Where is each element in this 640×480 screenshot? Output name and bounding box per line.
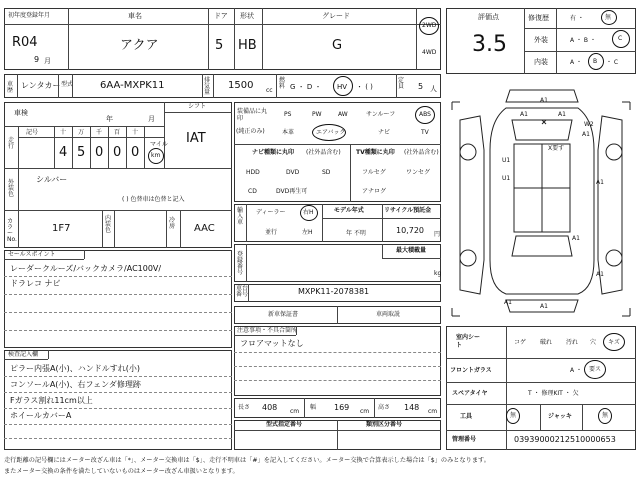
tv-fullseg: フルセグ bbox=[362, 169, 386, 176]
first-reg-year: R04 bbox=[12, 35, 38, 50]
capacity-value: 5 bbox=[418, 82, 424, 91]
mgmt-label: 管理番号 bbox=[452, 436, 477, 443]
notes-line-2: コンソールA(小)、右フェンダ修理跡 bbox=[10, 380, 141, 389]
glass-label: フロントガラス bbox=[450, 367, 492, 374]
color-value: シルバー bbox=[36, 175, 68, 184]
import-left: 左H bbox=[302, 229, 313, 236]
chassis-value: MXPK11-2078381 bbox=[298, 287, 370, 296]
sales-point-label: セールスポイント bbox=[8, 251, 56, 258]
diagram-mark-1: A1 bbox=[540, 97, 548, 104]
color-note: ( ) 色替車は色替と記入 bbox=[122, 196, 185, 203]
mileage-digit: 5 bbox=[77, 145, 86, 160]
max-load-label: 最大積載量 bbox=[396, 247, 427, 254]
sheet-item-3: 汚れ bbox=[566, 339, 579, 346]
equip-abs: ABS bbox=[419, 111, 431, 118]
sheet-item-1: コゲ bbox=[514, 339, 527, 346]
import-dealer: ディーラー bbox=[256, 209, 286, 216]
fuel-options: G ・ D ・ bbox=[290, 83, 322, 91]
glass-selected: 要ス bbox=[589, 366, 602, 373]
spare-options: T ・ 修理KIT ・ 欠 bbox=[528, 390, 579, 397]
car-name-label: 車名 bbox=[128, 12, 142, 20]
repair-selected: 無 bbox=[605, 14, 612, 21]
spare-label: スペアタイヤ bbox=[452, 390, 488, 397]
warranty-label: 新車保証書 bbox=[268, 311, 299, 318]
jack-value: 無 bbox=[602, 412, 609, 419]
repair-options: 有 ・ bbox=[570, 15, 584, 22]
shape-label: 形状 bbox=[240, 12, 254, 20]
grade-label: グレード bbox=[322, 12, 350, 20]
mileage-digit: 4 bbox=[59, 145, 68, 160]
diagram-mark-4: W2 bbox=[584, 121, 594, 128]
mile-label: マイル bbox=[150, 141, 168, 148]
score-value: 3.5 bbox=[472, 32, 507, 57]
mileage-label: 走行 bbox=[8, 137, 15, 150]
sales-point-line-1: レーダークルーズ/バックカメラ/AC100V/ bbox=[10, 264, 162, 273]
caution-label: 注意事項・不具合箇所 bbox=[237, 327, 298, 334]
shaken-year-label: 年 bbox=[106, 115, 113, 123]
equip-ps: PS bbox=[284, 111, 292, 118]
car-diagram bbox=[446, 80, 636, 324]
fuel-selected: HV bbox=[337, 83, 348, 91]
equip-aw: AW bbox=[338, 111, 348, 118]
repair-label: 修復歴 bbox=[528, 14, 549, 22]
type-label: 型式指定番号 bbox=[266, 421, 303, 428]
nav-hdd: HDD bbox=[246, 169, 260, 176]
import-label: 輸入車 bbox=[237, 207, 244, 226]
displacement-label: 排気量 bbox=[204, 77, 211, 96]
model-year-label: モデル年式 bbox=[334, 207, 364, 214]
mileage-digit-header: 百 bbox=[114, 129, 121, 136]
model-year-value: 年 不明 bbox=[346, 230, 366, 237]
model-label: 型式 bbox=[61, 81, 74, 88]
tools-label: 工具 bbox=[460, 413, 473, 420]
capacity-label: 定員 bbox=[398, 77, 405, 90]
diagram-mark-9: A1 bbox=[572, 235, 580, 242]
nav-sub: (社外品含む) bbox=[306, 149, 341, 156]
import-parallel: 並行 bbox=[265, 229, 278, 236]
width-value: 169 bbox=[334, 403, 350, 412]
shaken-month-label: 月 bbox=[148, 115, 155, 123]
interior-color-label: 内装色 bbox=[105, 215, 112, 234]
color-no-label: カラーNo. bbox=[7, 218, 17, 243]
recycle-label: リサイクル預託金 bbox=[384, 207, 432, 214]
chassis-label: 車台番号 bbox=[236, 285, 249, 298]
fuel-label: 燃料 bbox=[279, 77, 286, 90]
equip-pw: PW bbox=[312, 111, 322, 118]
caution-box bbox=[234, 326, 441, 396]
equipment-title: 装備品に丸印 bbox=[237, 108, 268, 122]
width-unit: cm bbox=[360, 408, 370, 415]
sheet-selected: キズ bbox=[608, 339, 620, 346]
interior-selected: B bbox=[593, 58, 598, 65]
tools-value: 無 bbox=[510, 412, 517, 419]
color-no-value: 1F7 bbox=[52, 223, 71, 234]
equip-tv: TV bbox=[421, 129, 429, 136]
height-unit: cm bbox=[428, 408, 438, 415]
recycle-unit: 円 bbox=[434, 231, 441, 238]
drive-2wd: 2WD bbox=[422, 22, 437, 29]
nav-dvd: DVD bbox=[286, 169, 300, 176]
sales-point-line-2: ドラレコ ナビ bbox=[10, 279, 61, 288]
mileage-note: 記号 bbox=[26, 129, 39, 136]
door-label: ドア bbox=[214, 12, 228, 20]
exterior-options: A ・ B ・ bbox=[570, 37, 596, 44]
shape-value: HB bbox=[238, 38, 257, 53]
mileage-digit-header: 十 bbox=[60, 129, 67, 136]
import-right: 右H bbox=[303, 209, 314, 216]
notes-label: 検査記入欄 bbox=[8, 351, 39, 358]
diagram-mark-12: A1 bbox=[540, 303, 548, 310]
equip-sunroof: サンルーフ bbox=[366, 111, 396, 118]
car-name-value: アクア bbox=[120, 38, 159, 53]
notes-line-4: ホイールカバーA bbox=[10, 411, 72, 420]
footer-line-2: またメーター交換の条件を満たしていないものはメーター改ざん車扱いとなります。 bbox=[4, 468, 239, 475]
height-value: 148 bbox=[404, 403, 420, 412]
ac-value: AAC bbox=[194, 223, 215, 234]
fuel-other: ・ ( ) bbox=[356, 83, 373, 91]
height-label: 高さ bbox=[378, 404, 391, 411]
month-unit: 月 bbox=[44, 57, 51, 65]
mileage-digit-header: 十 bbox=[132, 129, 139, 136]
shaken-label: 車検 bbox=[14, 109, 28, 117]
diagram-mark-3: A1 bbox=[558, 111, 566, 118]
displacement-unit: cc bbox=[266, 87, 273, 94]
equip-navi: ナビ bbox=[378, 129, 391, 136]
vehicle-value: レンタカー bbox=[21, 81, 61, 90]
length-unit: cm bbox=[290, 408, 300, 415]
notes-line-3: Fガラス割れ11cm以上 bbox=[10, 396, 93, 405]
model-value: 6AA-MXPK11 bbox=[100, 80, 165, 91]
caution-value: フロアマットなし bbox=[240, 339, 304, 348]
diagram-mark-6: A1 bbox=[582, 131, 590, 138]
reg-no-label: 登録番号 bbox=[237, 251, 244, 276]
color-label: 外装色 bbox=[8, 179, 15, 198]
nav-dvd-play: DVD再生可 bbox=[276, 188, 308, 195]
glass-options: A ・ bbox=[570, 367, 583, 374]
length-label: 長さ bbox=[238, 404, 251, 411]
notes-line-1: ピラー内張A(小)、ハンドルすれ(小) bbox=[10, 364, 140, 373]
mileage-digit: 0 bbox=[131, 145, 140, 160]
tv-analog: アナログ bbox=[362, 188, 387, 195]
vehicle-label: 車歴 bbox=[7, 81, 14, 94]
mileage-digit-header: 千 bbox=[96, 129, 103, 136]
diagram-mark-13: A1 bbox=[596, 271, 604, 278]
doors-value: 5 bbox=[215, 38, 224, 53]
ac-label: 冷房 bbox=[169, 217, 176, 230]
exterior-selected: C bbox=[618, 35, 623, 42]
first-reg-month: 9 bbox=[34, 55, 40, 64]
interior-sheet-label: 室内シート bbox=[456, 334, 481, 350]
shift-label: シフト bbox=[188, 103, 207, 110]
sheet-item-2: 破れ bbox=[540, 339, 553, 346]
category-label: 類別区分番号 bbox=[366, 421, 403, 428]
grade-value: G bbox=[332, 38, 343, 53]
capacity-unit: 人 bbox=[430, 85, 437, 93]
diagram-mark-5: X要す bbox=[548, 145, 565, 152]
drive-4wd: 4WD bbox=[422, 49, 437, 56]
width-label: 幅 bbox=[310, 404, 317, 411]
recycle-value: 10,720 bbox=[396, 226, 424, 235]
mgmt-value: 03939000212510000653 bbox=[514, 435, 616, 444]
interior-label: 内装 bbox=[534, 58, 548, 66]
nav-cd: CD bbox=[248, 188, 257, 195]
sheet-item-4: 穴 bbox=[590, 339, 597, 346]
diagram-mark-7: U1 bbox=[502, 157, 511, 164]
exterior-label: 外装 bbox=[534, 36, 548, 44]
km-label: km bbox=[151, 152, 161, 159]
mileage-digit-header: 万 bbox=[78, 129, 85, 136]
first-reg-label: 初年度登録年月 bbox=[8, 12, 51, 19]
interior-options: A ・ bbox=[570, 59, 583, 66]
diagram-mark-11: A1 bbox=[504, 299, 512, 306]
max-load-unit: kg bbox=[434, 270, 442, 277]
length-value: 408 bbox=[262, 403, 278, 412]
tv-oneseg: ワンセグ bbox=[406, 169, 431, 176]
mileage-digit: 0 bbox=[113, 145, 122, 160]
tv-title: TV種類に丸印 bbox=[356, 149, 395, 156]
equip-airbag: エアバック bbox=[316, 129, 346, 136]
diagram-mark-10: A1 bbox=[596, 179, 604, 186]
displacement-value: 1500 bbox=[228, 80, 254, 91]
tv-sub: (社外品含む) bbox=[404, 149, 439, 156]
score-label: 評価点 bbox=[478, 13, 499, 21]
mileage-digit: 0 bbox=[95, 145, 104, 160]
nav-sd: SD bbox=[322, 169, 331, 176]
shift-value: IAT bbox=[186, 131, 206, 146]
footer-line-1: 走行距離の記号欄にはメーター改ざん車は「*」、メーター交換車は「$」、走行不明車は「#」を記入してください。メーター交換で合算表示した場合は「$」のみとなります。 bbox=[4, 457, 490, 464]
diagram-mark-8: U1 bbox=[502, 175, 511, 182]
interior-rest: ・ C bbox=[606, 59, 619, 66]
nav-title: ナビ種類に丸印 bbox=[252, 149, 295, 156]
diagram-mark-2: A1 bbox=[520, 111, 528, 118]
equipment-subtitle: (純正のみ) bbox=[236, 128, 265, 135]
manual-label: 車両取説 bbox=[376, 311, 401, 318]
jack-label: ジャッキ bbox=[548, 413, 572, 420]
equip-leather: 本革 bbox=[282, 129, 295, 136]
